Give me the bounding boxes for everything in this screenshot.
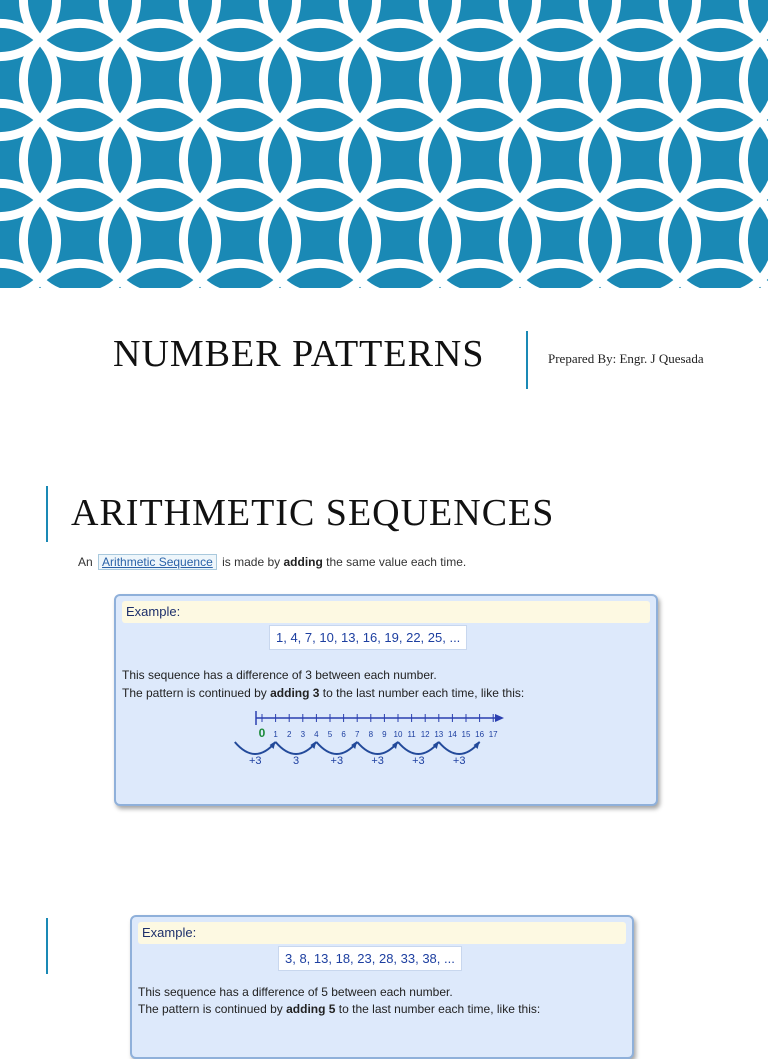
jump-arc — [316, 742, 357, 754]
number-line-tick-label: 1 — [273, 730, 278, 739]
jump-arc — [276, 742, 317, 754]
number-line-tick-label: 3 — [300, 730, 306, 739]
number-line-tick-label: 15 — [461, 730, 471, 739]
example-label: Example: — [126, 604, 181, 619]
number-line-tick-label: 4 — [314, 730, 319, 739]
jump-arc — [398, 742, 439, 754]
prepared-by-text: Prepared By: Engr. J Quesada — [548, 351, 704, 366]
number-line-diagram — [248, 706, 522, 781]
pattern-text-part: to the last number each time, like this: — [338, 1002, 541, 1016]
section-accent-bar — [46, 486, 48, 542]
difference-text: This sequence has a difference of 3 between each number. — [122, 668, 437, 682]
section-title: ARITHMETIC SEQUENCES — [71, 492, 555, 534]
number-line-tick-label: 10 — [393, 730, 403, 739]
number-line-tick-label: 17 — [488, 730, 498, 739]
example-box — [114, 594, 658, 806]
example-label: Example: — [142, 925, 197, 940]
number-line-tick-label: 0 — [258, 726, 266, 740]
jump-label: +3 — [248, 755, 262, 767]
jump-label: +3 — [371, 755, 384, 767]
jump-arc — [439, 742, 480, 754]
difference-text: This sequence has a difference of 5 between each number. — [138, 985, 453, 999]
intro-bold-text: adding — [283, 555, 323, 569]
number-line-tick-label: 9 — [382, 730, 387, 739]
intro-text: is made by — [222, 555, 281, 569]
intro-text: An — [78, 555, 93, 569]
example-header — [138, 922, 626, 944]
number-line-tick-label: 14 — [447, 730, 457, 739]
jump-label: +3 — [452, 755, 466, 767]
number-line-tick-label: 12 — [420, 730, 430, 739]
example-header — [122, 601, 650, 623]
jump-label: 3 — [292, 755, 300, 767]
number-line-tick-label: 5 — [327, 730, 333, 739]
section-accent-bar — [46, 918, 48, 974]
number-line-tick-label: 16 — [475, 730, 485, 739]
jump-arc — [235, 742, 276, 754]
pattern-bold-text: adding 5 — [286, 1002, 336, 1016]
intro-text: the same value each time. — [326, 555, 467, 569]
arithmetic-sequence-link[interactable]: Arithmetic Sequence — [98, 554, 217, 570]
pattern-text — [122, 686, 524, 700]
deck-title: NUMBER PATTERNS — [113, 333, 485, 375]
number-line-tick-label: 6 — [341, 730, 346, 739]
sequence-box: 3, 8, 13, 18, 23, 28, 33, 38, ... — [278, 946, 462, 971]
jump-label: +3 — [412, 755, 425, 767]
pattern-bold-text: adding 3 — [270, 686, 320, 700]
jump-label: +3 — [330, 755, 344, 767]
intro-sentence — [78, 554, 466, 570]
number-line-arrow — [495, 714, 504, 722]
number-line-tick-label: 11 — [407, 730, 416, 739]
number-line-tick-label: 13 — [434, 730, 444, 739]
pattern-text-part: to the last number each time, like this: — [322, 686, 525, 700]
sequence-box: 1, 4, 7, 10, 13, 16, 19, 22, 25, ... — [269, 625, 467, 650]
pattern-text-part: The pattern is continued by — [138, 1002, 283, 1016]
decorative-pattern-banner — [0, 0, 768, 288]
pattern-text — [138, 1002, 540, 1016]
jump-arc — [357, 742, 398, 754]
number-line-tick-label: 2 — [286, 730, 292, 739]
number-line-tick-label: 7 — [354, 730, 360, 739]
number-line-tick-label: 8 — [368, 730, 374, 739]
example-box — [130, 915, 634, 1059]
pattern-text-part: The pattern is continued by — [122, 686, 267, 700]
title-divider — [526, 331, 528, 389]
